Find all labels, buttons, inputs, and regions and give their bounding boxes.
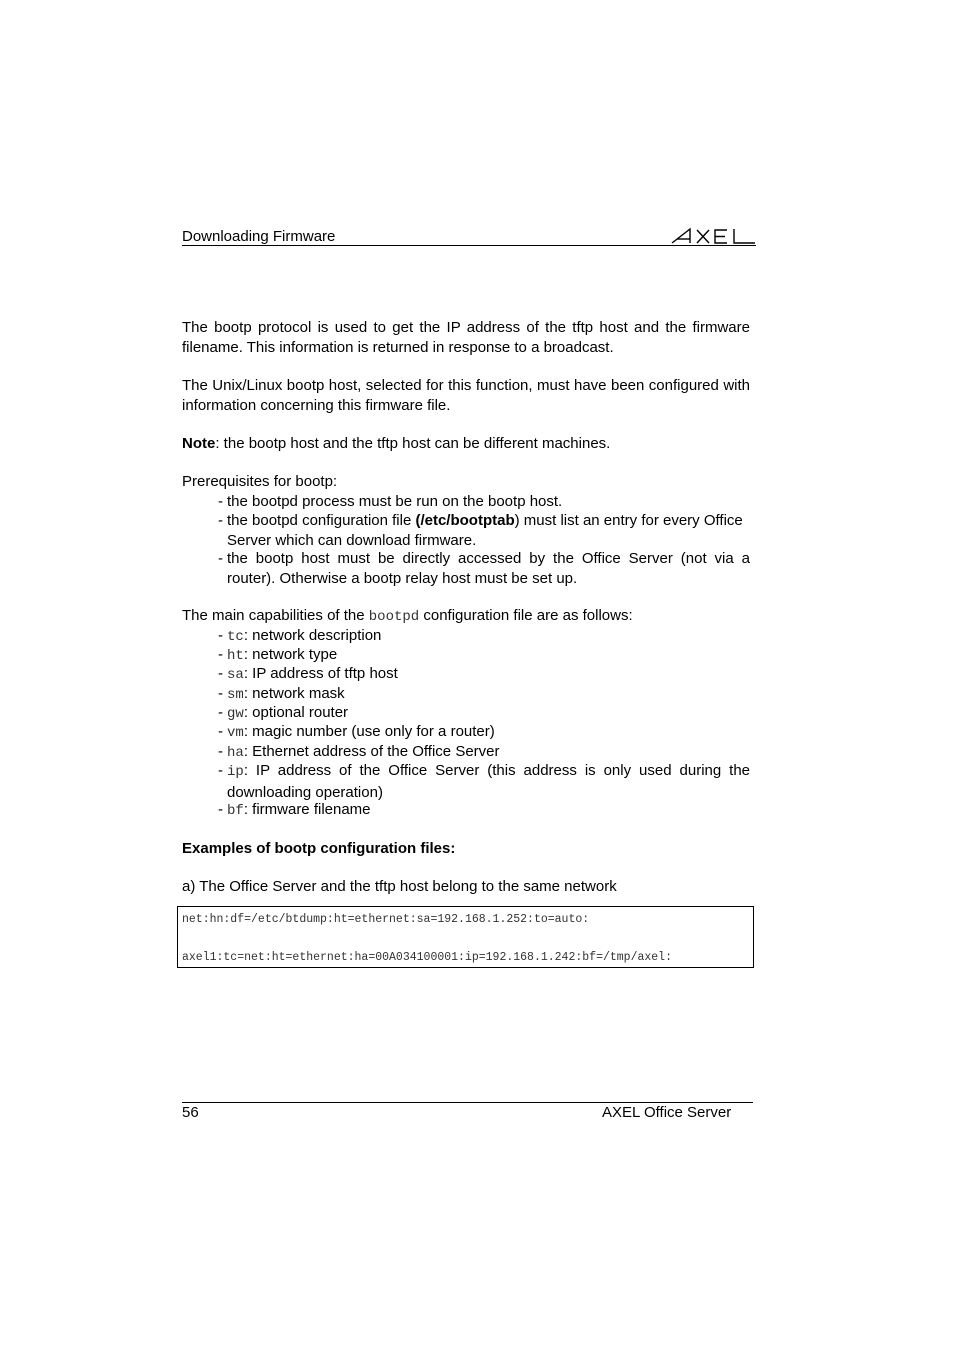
list-dash: -	[218, 762, 223, 779]
list-item	[218, 549, 750, 588]
list-dash: -	[218, 723, 223, 740]
capability-code: tc	[227, 629, 244, 645]
capability-item	[218, 722, 750, 744]
page-number: 56	[182, 1104, 199, 1121]
note-text: : the bootp host and the tftp host can be different machines.	[215, 435, 611, 452]
capability-text: : magic number (use only for a router)	[243, 723, 495, 740]
capability-item	[218, 800, 750, 822]
list-dash: -	[218, 704, 223, 721]
capability-code: ha	[227, 745, 244, 761]
capability-item	[218, 761, 750, 802]
example-a-caption: a) The Office Server and the tftp host belong to the same network	[182, 878, 617, 895]
list-item-text-part: the bootpd configuration file	[227, 512, 416, 529]
capability-text: : network description	[243, 627, 382, 644]
list-item-text: the bootp host must be directly accessed by the Office Server (not via a router). Otherwise a bootp relay host must be set up.	[227, 550, 750, 587]
examples-heading: Examples of bootp configuration files:	[182, 840, 456, 857]
list-item-text: the bootpd process must be run on the bootp host.	[227, 493, 563, 510]
capability-code: vm	[227, 725, 244, 741]
capability-text: : network type	[243, 646, 338, 663]
capability-code: ip	[227, 764, 244, 780]
axel-logo	[670, 226, 756, 246]
intro-paragraph: The bootp protocol is used to get the IP address of the tftp host and the firmware filename. This information is returned in response to a broadcast.	[182, 319, 750, 356]
list-item-text	[218, 511, 750, 550]
footer-rule	[182, 1102, 753, 1103]
capability-code: bf	[227, 803, 244, 819]
list-item	[218, 511, 750, 550]
note-label: Note	[182, 435, 216, 452]
code-block	[177, 906, 754, 968]
list-dash: -	[218, 743, 223, 760]
list-dash: -	[218, 512, 223, 529]
capabilities-intro-text: The main capabilities of the	[182, 607, 369, 624]
capability-text: : Ethernet address of the Office Server	[243, 743, 500, 760]
capability-code: sm	[227, 687, 244, 703]
list-item	[218, 492, 750, 512]
list-dash: -	[218, 665, 223, 682]
list-dash: -	[218, 550, 223, 567]
bootpd-code: bootpd	[368, 609, 420, 625]
bootp-host-paragraph: The Unix/Linux bootp host, selected for this function, must have been configured with information concerning this firmware file.	[182, 377, 750, 414]
list-dash: -	[218, 493, 223, 510]
note-paragraph	[182, 434, 750, 454]
list-dash: -	[218, 685, 223, 702]
list-item-text-part: ) must list an entry for every Office Server which can download firmware.	[227, 512, 743, 549]
capability-text: : firmware filename	[243, 801, 371, 818]
capability-code: gw	[227, 706, 244, 722]
capability-text: : network mask	[243, 685, 345, 702]
list-dash: -	[218, 801, 223, 818]
capabilities-intro-text: configuration file are as follows:	[419, 607, 633, 624]
capability-text: : optional router	[243, 704, 349, 721]
capability-code: ht	[227, 648, 244, 664]
capability-text: : IP address of tftp host	[243, 665, 398, 682]
code-line: axel1:tc=net:ht=ethernet:ha=00A034100001:ip=192.168.1.242:bf=/tmp/axel:	[182, 951, 672, 964]
list-dash: -	[218, 646, 223, 663]
code-line: net:hn:df=/etc/btdump:ht=ethernet:sa=192.168.1.252:to=auto:	[182, 913, 590, 926]
capability-item	[218, 664, 750, 686]
list-dash: -	[218, 627, 223, 644]
capabilities-intro	[182, 606, 750, 628]
running-header-title: Downloading Firmware	[182, 228, 336, 245]
capability-text: : IP address of the Office Server (this address is only used during the downloading operation)	[227, 762, 750, 801]
bootptab-path: (/etc/bootptab	[415, 512, 515, 529]
footer-doc-title: AXEL Office Server	[602, 1104, 732, 1121]
prerequisites-title: Prerequisites for bootp:	[182, 473, 338, 490]
capability-code: sa	[227, 667, 244, 683]
